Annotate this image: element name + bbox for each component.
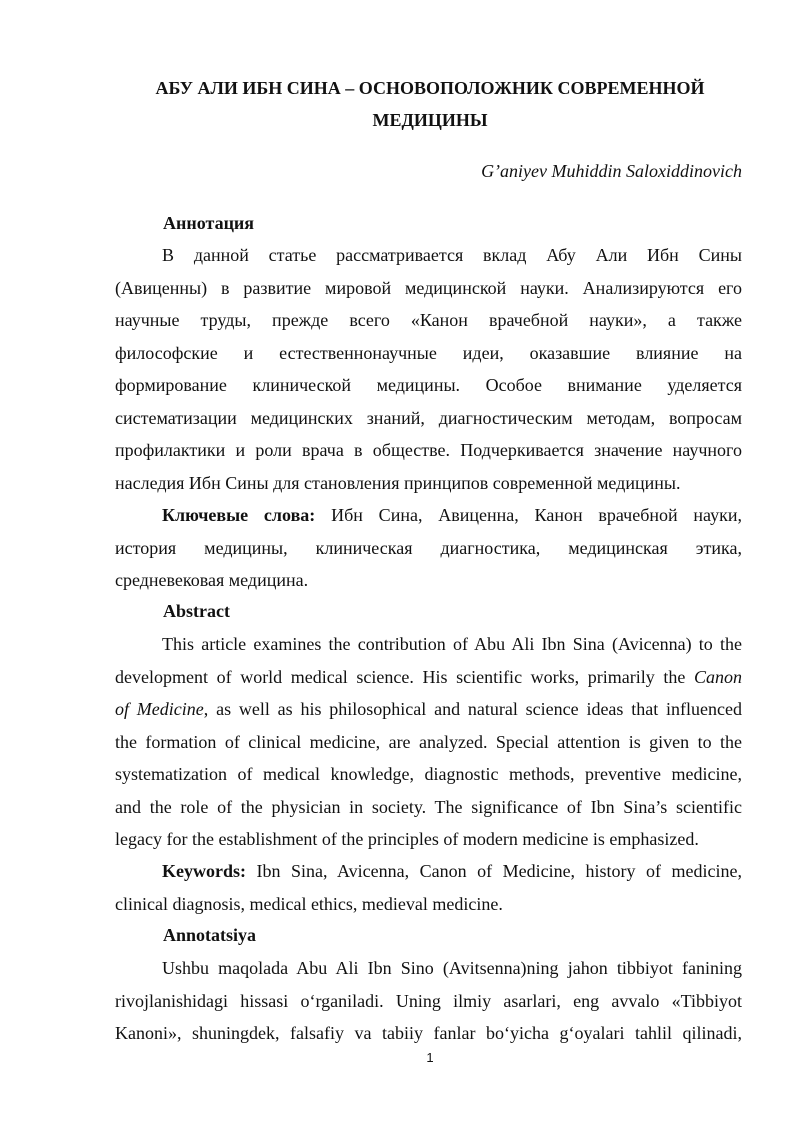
keywords-ru-paragraph — [115, 499, 742, 597]
paragraph-line: the formation of clinical medicine, are analyzed. Special attention is given to the — [115, 731, 742, 752]
paragraph-line: формирование клинической медицины. Особое внимание уделяется — [115, 375, 742, 395]
paragraph-line: Ushbu maqolada Abu Ali Ibn Sino (Avitsenna)ning jahon tibbiyot fanining — [162, 958, 742, 978]
title-line-2: МЕДИЦИНЫ — [372, 110, 488, 130]
paragraph-line — [115, 499, 742, 532]
abstract-paragraph — [115, 628, 742, 856]
keywords-ru-text: Ибн Сина, Авиценна, Канон врачебной науки, — [331, 505, 743, 525]
paragraph-line: профилактики и роли врача в обществе. Подчеркивается значение научного — [115, 440, 742, 460]
paragraph-line — [115, 661, 742, 694]
paragraph-line: история медицины, клиническая диагностика, медицинская этика, — [115, 537, 742, 558]
title-line-1: АБУ АЛИ ИБН СИНА – ОСНОВОПОЛОЖНИК СОВРЕМЕННОЙ — [155, 78, 705, 98]
page-number: 1 — [426, 1050, 434, 1065]
paragraph-line — [115, 693, 742, 726]
abstract-text: development of world medical science. His scientific works, primarily the — [115, 666, 686, 687]
paragraph-line: В данной статье рассматривается вклад Абу Али Ибн Сины — [162, 245, 742, 265]
paragraph-line: (Авиценны) в развитие мировой медицинской науки. Анализируются его — [115, 277, 742, 298]
paragraph-line: This article examines the contribution of Abu Ali Ibn Sina (Avicenna) to the — [162, 634, 742, 654]
keywords-ru-label: Ключевые слова: — [162, 505, 316, 525]
keywords-en-text: Ibn Sina, Avicenna, Canon of Medicine, history of medicine, — [256, 861, 742, 881]
paper-title — [110, 72, 750, 136]
abstract-heading: Abstract — [163, 601, 230, 621]
keywords-en-paragraph — [115, 855, 742, 920]
paragraph-line: философские и естественнонаучные идеи, оказавшие влияние на — [115, 342, 742, 363]
paragraph-line: rivojlanishidagi hissasi o‘rganiladi. Uning ilmiy asarlari, eng avvalo «Tibbiyot — [115, 990, 742, 1011]
paragraph-line: systematization of medical knowledge, diagnostic methods, preventive medicine, — [115, 764, 742, 784]
paragraph-line: clinical diagnosis, medical ethics, medieval medicine. — [115, 893, 503, 914]
paragraph-line: and the role of the physician in society. The significance of Ibn Sina’s scientific — [115, 796, 742, 817]
author-name: G’aniyev Muhiddin Saloxiddinovich — [481, 161, 742, 181]
abstract-text: , as well as his philosophical and natural science ideas that influenced — [203, 699, 742, 719]
paragraph-line: Kanoni», shuningdek, falsafiy va tabiiy fanlar bo‘yicha g‘oyalari tahlil qilinadi, — [115, 1023, 742, 1043]
book-title-italic: of Medicine — [115, 699, 204, 719]
annotation-ru-paragraph — [115, 239, 742, 499]
paragraph-line: средневековая медицина. — [115, 570, 309, 590]
keywords-en-label: Keywords: — [162, 861, 246, 881]
paragraph-line — [115, 855, 742, 888]
paragraph-line: научные труды, прежде всего «Канон врачебной науки», а также — [115, 310, 742, 330]
paragraph-line: legacy for the establishment of the principles of modern medicine is emphasized. — [115, 829, 699, 849]
paragraph-line: систематизации медицинских знаний, диагностическим методам, вопросам — [115, 407, 742, 428]
annotation-uz-paragraph — [115, 952, 742, 1050]
paragraph-line: наследия Ибн Сины для становления принципов современной медицины. — [115, 472, 681, 493]
annotation-ru-heading: Аннотация — [163, 213, 255, 233]
annotation-uz-heading: Annotatsiya — [163, 925, 257, 945]
book-title-italic: Canon — [694, 666, 743, 687]
